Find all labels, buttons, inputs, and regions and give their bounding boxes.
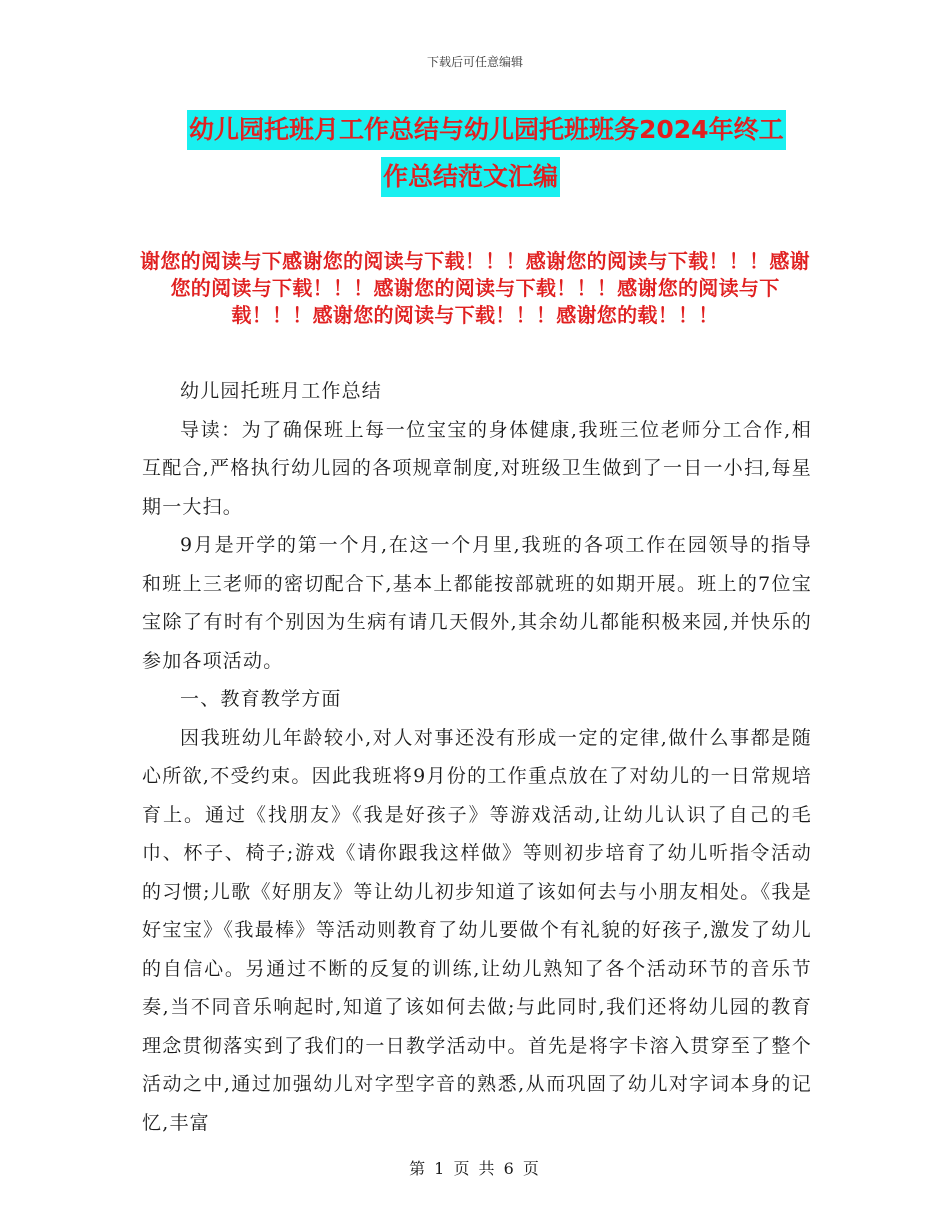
section-heading: 一、教育教学方面 [180,688,342,710]
paragraph-heading: 幼儿园托班月工作总结 [180,380,383,402]
page-footer: 第 1 页 共 6 页 [409,1159,541,1178]
title-line-1: 幼儿园托班月工作总结与幼儿园托班班务2024年终工 [187,110,786,150]
body-text [142,372,812,1142]
title-line-2: 作总结范文汇编 [381,157,560,197]
paragraph: 导读：为了确保班上每一位宝宝的身体健康,我班三位老师分工合作,相互配合,严格执行幼儿园的各项规章制度,对班级卫生做到了一日一小扫,每星期一大扫。 [142,418,812,518]
header-note: 下载后可任意编辑 [426,55,523,69]
paragraph: 9月是开学的第一个月,在这一个月里,我班的各项工作在园领导的指导和班上三老师的密切配合下,基本上都能按部就班的如期开展。班上的7位宝宝除了有时有个别因为生病有请几天假外,其余幼儿都能积极来园,并快乐的参加各项活动。 [142,534,812,672]
paragraph: 因我班幼儿年龄较小,对人对事还没有形成一定的定律,做什么事都是随心所欲,不受约束。因此我班将9月份的工作重点放在了对幼儿的一日常规培育上。通过《找朋友》《我是好孩子》等游戏活动,让幼儿认识了自己的毛巾、杯子、椅子;游戏《请你跟我这样做》等则初步培育了幼儿听指令活动的习惯;儿歌《好朋友》等让幼儿初步知道了该如何去与小朋友相处。《我是好宝宝》《我最棒》等活动则教育了幼儿要做个有礼貌的好孩子,激发了幼儿的自信心。另通过不断的反复的训练,让幼儿熟知了各个活动环节的音乐节奏,当不同音乐响起时,知道了该如何去做;与此同时,我们还将幼儿园的教育理念贯彻落实到了我们的一日教学活动中。首先是将字卡溶入贯穿至了整个活动之中,通过加强幼儿对字型字音的熟悉,从而巩固了幼儿对字词本身的记忆,丰富 [142,726,812,1134]
thanks-banner: 谢您的阅读与下感谢您的阅读与下载！！！感谢您的阅读与下载！！！感谢您的阅读与下载！！！感谢您的阅读与下载！！！感谢您的阅读与下载！！！感谢您的阅读与下载！！！感谢您的载！！！ [140,249,810,327]
